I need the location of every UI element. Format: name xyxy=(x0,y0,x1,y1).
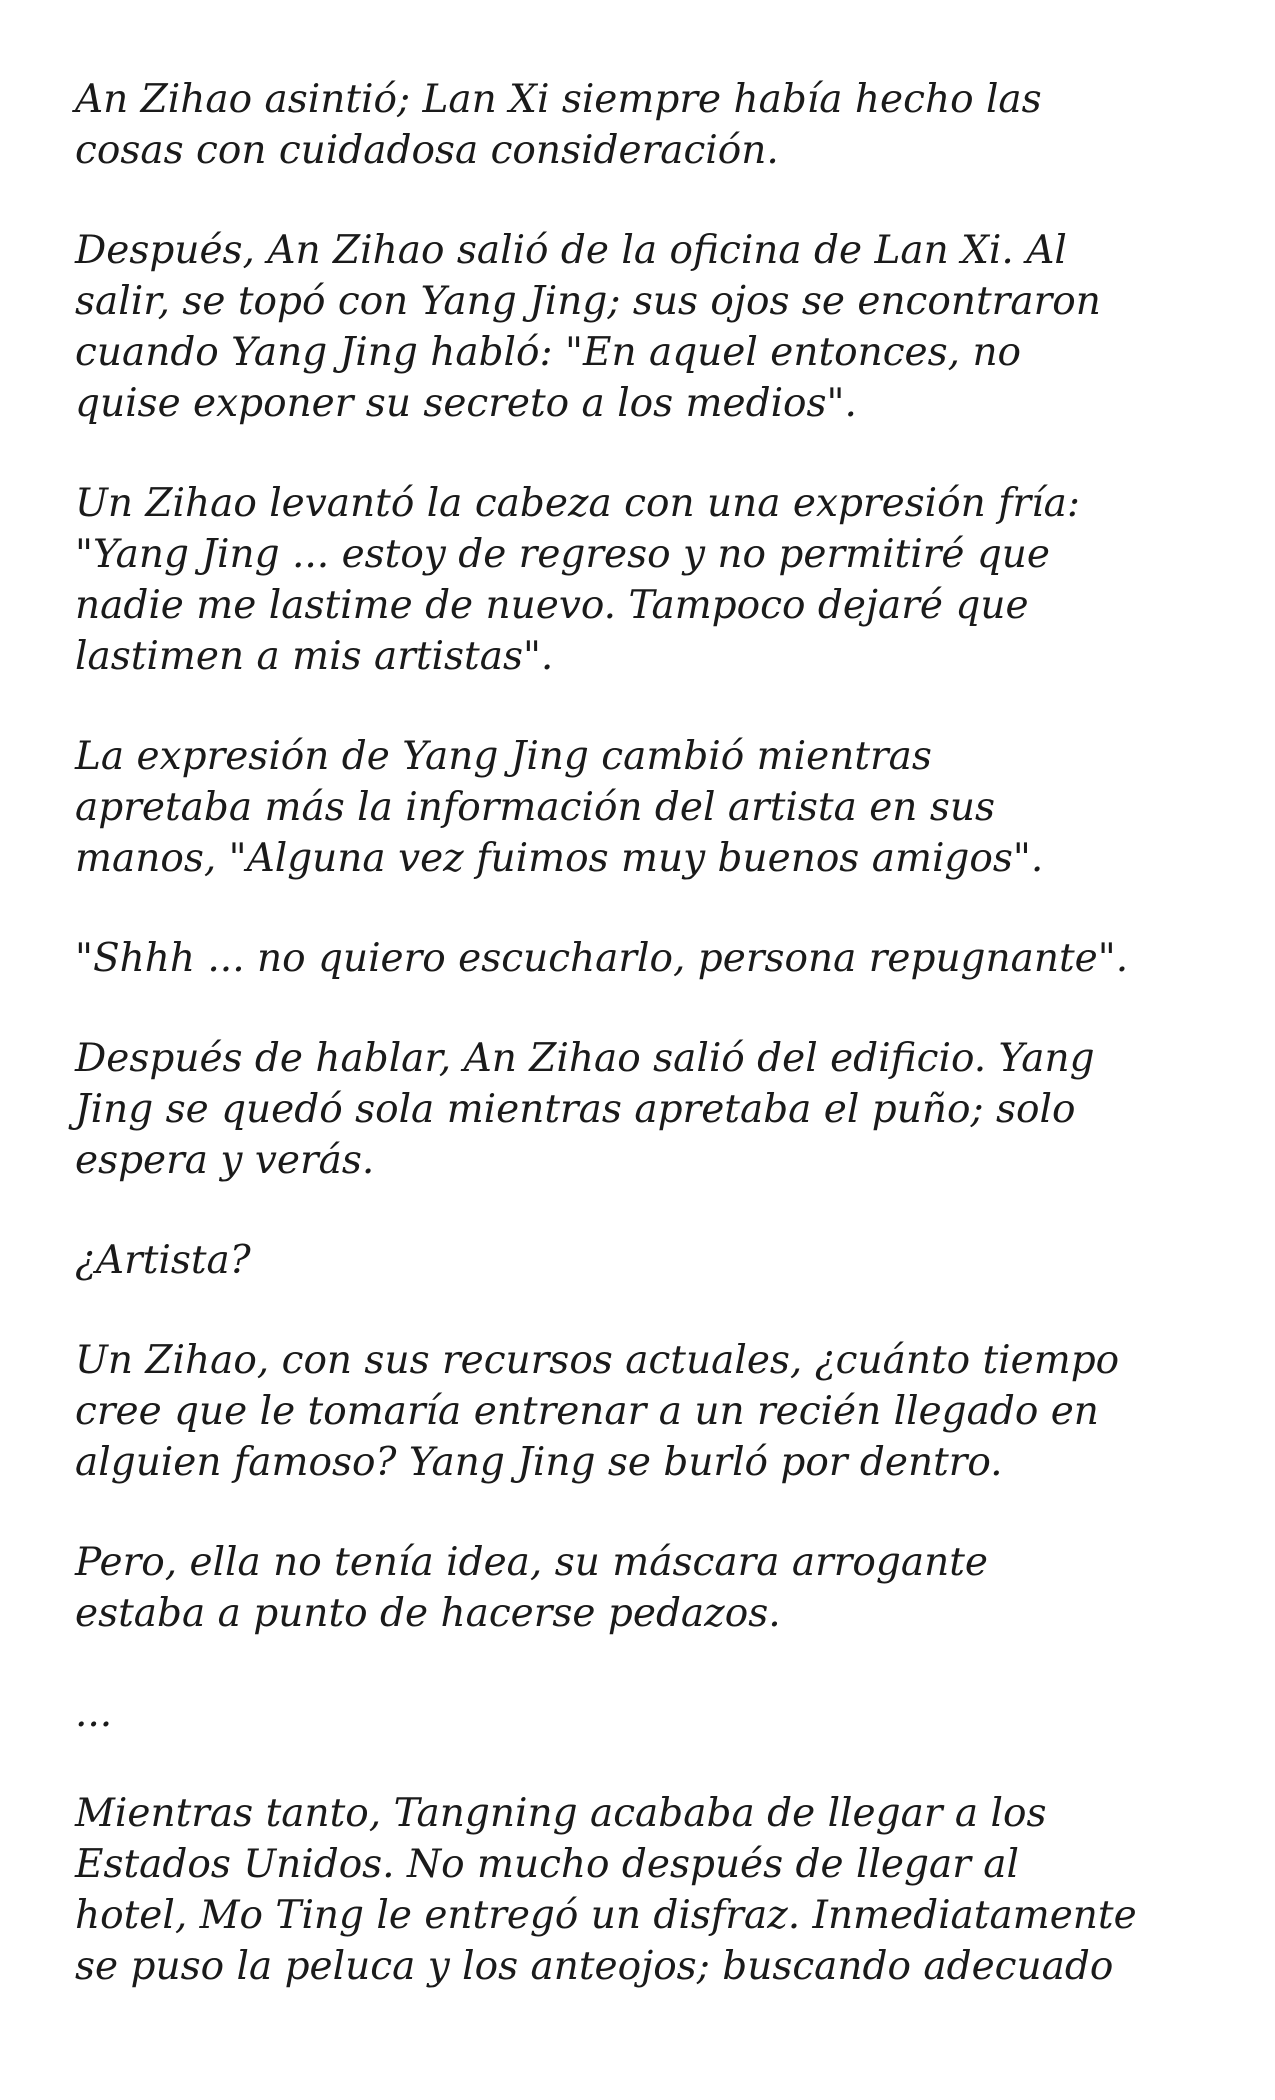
text-line: se puso la peluca y los anteojos; buscando adecuado xyxy=(75,1944,1114,1989)
paragraph xyxy=(75,478,1215,682)
text-line: La expresión de Yang Jing cambió mientras xyxy=(75,734,932,779)
paragraph xyxy=(75,1335,1215,1488)
paragraph xyxy=(75,225,1215,429)
paragraph xyxy=(75,933,1215,984)
paragraph xyxy=(75,74,1215,176)
text-line: Un Zihao, con sus recursos actuales, ¿cuánto tiempo xyxy=(75,1338,1120,1383)
text-line: espera y verás. xyxy=(75,1138,375,1183)
text-line: salir, se topó con Yang Jing; sus ojos se encontraron xyxy=(75,279,1101,324)
text-line: quise exponer su secreto a los medios". xyxy=(75,381,857,426)
text-line: ... xyxy=(75,1691,113,1736)
text-line: An Zihao asintió; Lan Xi siempre había hecho las xyxy=(75,77,1042,122)
text-line: alguien famoso? Yang Jing se burló por dentro. xyxy=(75,1440,1003,1485)
paragraph xyxy=(75,1788,1215,1992)
text-line: apretaba más la información del artista en sus xyxy=(75,785,995,830)
text-line: Pero, ella no tenía idea, su máscara arrogante xyxy=(75,1540,988,1585)
text-line: Un Zihao levantó la cabeza con una expresión fría: xyxy=(75,481,1081,526)
text-line: "Shhh ... no quiero escucharlo, persona repugnante". xyxy=(75,936,1129,981)
text-line: manos, "Alguna vez fuimos muy buenos amigos". xyxy=(75,836,1044,881)
text-line: Mientras tanto, Tangning acababa de llegar a los xyxy=(75,1791,1047,1836)
text-line: nadie me lastime de nuevo. Tampoco dejaré que xyxy=(75,583,1029,628)
text-line: Estados Unidos. No mucho después de llegar al xyxy=(75,1842,1019,1887)
text-line: Jing se quedó sola mientras apretaba el puño; solo xyxy=(75,1087,1076,1132)
text-column[interactable] xyxy=(75,74,1215,2041)
paragraph xyxy=(75,1235,1215,1286)
paragraph xyxy=(75,1688,1215,1739)
text-line: cosas con cuidadosa consideración. xyxy=(75,128,779,173)
text-line: Después, An Zihao salió de la oficina de Lan Xi. Al xyxy=(75,228,1067,273)
text-line: ¿Artista? xyxy=(75,1238,251,1283)
text-line: lastimen a mis artistas". xyxy=(75,634,554,679)
paragraph xyxy=(75,1537,1215,1639)
text-line: estaba a punto de hacerse pedazos. xyxy=(75,1591,781,1636)
text-line: hotel, Mo Ting le entregó un disfraz. Inmediatamente xyxy=(75,1893,1137,1938)
text-line: Después de hablar, An Zihao salió del edificio. Yang xyxy=(75,1036,1095,1081)
paragraph xyxy=(75,1033,1215,1186)
paragraph xyxy=(75,731,1215,884)
text-line: cuando Yang Jing habló: "En aquel entonces, no xyxy=(75,330,1022,375)
text-line: cree que le tomaría entrenar a un recién llegado en xyxy=(75,1389,1099,1434)
text-line: "Yang Jing ... estoy de regreso y no permitiré que xyxy=(75,532,1050,577)
